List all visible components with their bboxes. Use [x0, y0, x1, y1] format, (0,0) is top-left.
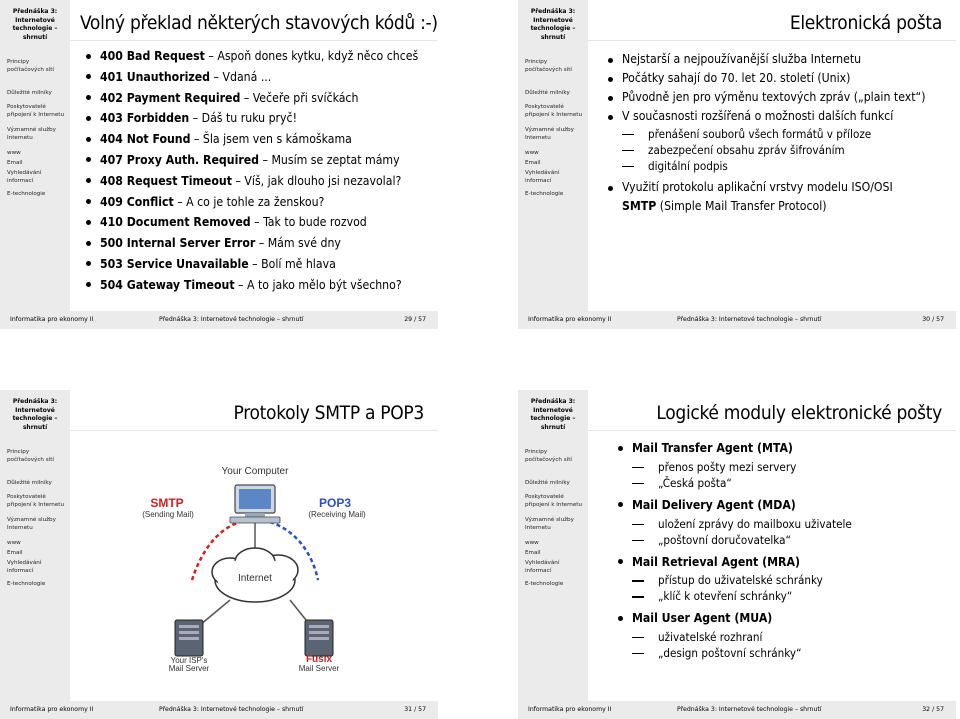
- sidebar-nav-item[interactable]: [525, 494, 587, 509]
- sidebar-title[interactable]: [518, 8, 588, 42]
- sidebar-title-line: technologie –: [12, 415, 58, 422]
- sidebar-nav-item-label: www: [7, 150, 21, 156]
- sidebar-nav-item[interactable]: [7, 150, 69, 158]
- slide-30: [518, 0, 956, 329]
- sub-list-item: [618, 459, 852, 475]
- item-text: V současnosti rozšířená o možnosti dalších funkcí: [622, 109, 894, 123]
- sub-list-item: [618, 516, 852, 532]
- sidebar-nav-item-label: Vyhledávání: [525, 560, 560, 566]
- bullet-marker: [608, 186, 613, 191]
- sidebar-nav-item-label: E-technologie: [7, 581, 46, 587]
- sidebar-nav-item[interactable]: [525, 127, 587, 142]
- bullet-marker: [618, 559, 623, 564]
- sidebar-nav-item-label: informací: [7, 177, 34, 184]
- sidebar-nav-item-label: Důležité milníky: [7, 90, 52, 96]
- footer: [518, 701, 956, 719]
- item-text: „klíč k otevření schránky“: [658, 589, 793, 604]
- list-item: [86, 46, 418, 67]
- item-term: 400 Bad Request: [100, 49, 205, 63]
- sidebar-title-line: technologie –: [530, 415, 576, 422]
- sidebar-title-line: shrnutí: [540, 33, 566, 41]
- sidebar-nav-item-label: počítačových sítí: [525, 66, 572, 73]
- title-divider: [70, 40, 438, 41]
- footer-course[interactable]: Informatika pro ekonomy II: [528, 316, 612, 323]
- item-text: – Víš, jak dlouho jsi nezavolal?: [231, 173, 402, 188]
- sidebar-nav-item[interactable]: [525, 150, 587, 158]
- slide-title: Logické moduly elektronické pošty: [656, 402, 942, 424]
- bullet-marker: [86, 157, 91, 162]
- sidebar-nav-item-label: E-technologie: [7, 191, 46, 197]
- sidebar-title-line: Internetové: [533, 16, 573, 24]
- list-item: [86, 88, 418, 109]
- bullet-marker: [86, 95, 91, 100]
- title-divider: [588, 430, 956, 431]
- sub-list-item: [608, 126, 925, 142]
- sidebar: [518, 390, 588, 701]
- footer-lecture[interactable]: Přednáška 3: Internetové technologie – shrnutí: [677, 316, 822, 323]
- isp-link: [200, 600, 230, 625]
- bullet-marker: [618, 446, 623, 451]
- sidebar-nav-item-label: informací: [525, 177, 552, 184]
- sidebar-title-line: Přednáška 3:: [530, 398, 576, 405]
- bullet-marker: [618, 502, 623, 507]
- list-item: [86, 233, 418, 254]
- dash-marker: [622, 150, 634, 151]
- bullet-marker: [86, 54, 91, 59]
- sidebar-title[interactable]: [0, 8, 70, 42]
- bullet-marker: [608, 96, 613, 101]
- bullet-marker: [86, 199, 91, 204]
- bullet-marker: [86, 282, 91, 287]
- item-term: 402 Payment Required: [100, 90, 241, 105]
- dash-marker: [632, 467, 644, 468]
- footer-lecture[interactable]: Přednáška 3: Internetové technologie – shrnutí: [159, 706, 304, 713]
- list-item: [608, 69, 925, 88]
- item-term: 403 Forbidden: [100, 111, 190, 126]
- item-text: Využití protokolu aplikační vrstvy modelu ISO/OSI: [622, 180, 893, 194]
- sidebar-nav-item-label: Důležité milníky: [525, 90, 570, 96]
- sidebar-nav-item-label: informací: [525, 567, 552, 574]
- sidebar-title-line: shrnutí: [22, 33, 48, 41]
- slide-title: Protokoly SMTP a POP3: [233, 402, 424, 424]
- diagram-lines: [130, 460, 380, 660]
- list-item: [618, 608, 852, 629]
- item-term: 407 Proxy Auth. Required: [100, 152, 260, 167]
- sidebar-nav-item-label: počítačových sítí: [7, 66, 54, 73]
- item-term: 503 Service Unavailable: [100, 256, 249, 271]
- sidebar-title-line: Internetové: [533, 406, 573, 414]
- sidebar-nav-item-label: Email: [7, 550, 23, 556]
- sidebar-nav-item-label: Vyhledávání: [7, 170, 42, 176]
- sidebar-title-line: Přednáška 3:: [530, 8, 576, 15]
- dash-marker: [622, 134, 634, 135]
- footer-course[interactable]: Informatika pro ekonomy II: [10, 316, 94, 323]
- sidebar-nav-item[interactable]: [525, 90, 587, 98]
- fusix-logo: Fusix Mail Server: [298, 654, 340, 673]
- bullet-marker: [618, 616, 623, 621]
- sidebar-nav-item-label: E-technologie: [525, 581, 564, 587]
- bullet-marker: [608, 77, 613, 82]
- list-item: [618, 552, 852, 573]
- dash-marker: [632, 653, 644, 654]
- sidebar-nav-item-label: Principy: [525, 449, 548, 455]
- dash-marker: [622, 166, 634, 167]
- sidebar-nav-item[interactable]: [525, 550, 587, 558]
- list-item: [86, 171, 418, 192]
- sidebar-nav-item-label: připojení k Internetu: [7, 501, 65, 508]
- sidebar-nav-item[interactable]: [7, 581, 69, 589]
- sidebar-nav-item-label: Významné služby: [525, 127, 574, 133]
- list-item: [86, 108, 418, 129]
- item-text: – Musím se zeptat mámy: [259, 152, 400, 167]
- list-item: [86, 150, 418, 171]
- item-text: uložení zprávy do mailboxu uživatele: [658, 516, 852, 531]
- list-item: [608, 50, 925, 69]
- sidebar-nav-item[interactable]: [525, 480, 587, 488]
- item-term: 404 Not Found: [100, 132, 191, 147]
- item-text: – Tak to bude rozvod: [250, 215, 367, 230]
- list-item: [86, 254, 418, 275]
- sidebar-nav-item-label: Email: [525, 160, 541, 166]
- slide-32: [518, 390, 956, 719]
- sub-list-item: [618, 532, 852, 548]
- sidebar-nav-item[interactable]: [525, 517, 587, 532]
- footer: [0, 701, 438, 719]
- sidebar-nav-item[interactable]: [7, 170, 69, 185]
- item-term: Mail Transfer Agent (MTA): [632, 441, 793, 455]
- item-text: – Dáš tu ruku pryč!: [189, 111, 297, 126]
- smtp-label: SMTP: [150, 496, 184, 510]
- sidebar-nav-item-label: Poskytovatelé: [525, 494, 564, 500]
- sidebar-nav-item-label: připojení k Internetu: [525, 501, 583, 508]
- item-text: – Šla jsem ven s kámoškama: [190, 132, 352, 147]
- item-text: přenášení souborů všech formátů v příloze: [648, 127, 872, 141]
- sidebar-title-line: technologie –: [530, 25, 576, 32]
- list-item: [86, 67, 418, 88]
- sidebar: [0, 0, 70, 311]
- slide-29: [0, 0, 438, 329]
- sidebar-nav-item-label: Principy: [7, 59, 30, 65]
- dash-marker: [632, 540, 644, 541]
- list-item: [618, 438, 852, 459]
- footer: [0, 311, 438, 329]
- footer-course[interactable]: Informatika pro ekonomy II: [528, 706, 612, 713]
- slide-31: [0, 390, 438, 719]
- sidebar-nav-item-label: Internetu: [525, 134, 551, 141]
- item-text: – A to jako mělo být všechno?: [234, 277, 402, 292]
- dash-marker: [632, 524, 644, 525]
- fusix-server-icon: [305, 620, 333, 656]
- sidebar-nav-item-label: Významné služby: [525, 517, 574, 523]
- status-code-list: [86, 46, 418, 296]
- item-text: „design poštovní schránky“: [658, 646, 802, 661]
- bullet-marker: [608, 58, 613, 63]
- item-text: přenos pošty mezi servery: [658, 459, 797, 474]
- sidebar-nav-item-label: počítačových sítí: [525, 456, 572, 463]
- sidebar-nav-item[interactable]: [7, 550, 69, 558]
- sidebar-title[interactable]: [518, 398, 588, 432]
- sidebar-nav-item[interactable]: [525, 560, 587, 575]
- sidebar-nav-item-label: Vyhledávání: [525, 170, 560, 176]
- item-text: Nejstarší a nejpoužívanější služba Internetu: [622, 52, 862, 66]
- smtp-pop3-diagram: [130, 460, 380, 673]
- sidebar-nav-item[interactable]: [7, 449, 69, 464]
- item-text: Původně jen pro výměnu textových zpráv („plain text“): [622, 90, 926, 104]
- list-item: [608, 178, 925, 197]
- sidebar-nav-item[interactable]: [7, 90, 69, 98]
- smtp-sub-label: (Sending Mail): [142, 510, 194, 519]
- footer-course[interactable]: Informatika pro ekonomy II: [10, 706, 94, 713]
- sidebar-nav-item-label: Významné služby: [7, 127, 56, 133]
- isp-label: Your ISP's Mail Server: [168, 656, 210, 673]
- list-item: [608, 107, 925, 126]
- bullet-marker: [86, 261, 91, 266]
- sidebar: [518, 0, 588, 311]
- item-term: 504 Gateway Timeout: [100, 277, 235, 292]
- item-text: uživatelské rozhraní: [658, 630, 763, 645]
- sidebar-nav-item-label: www: [525, 150, 539, 156]
- sidebar-title-line: technologie –: [12, 25, 58, 32]
- sub-list-item: [608, 142, 925, 158]
- sidebar-nav-item-label: Principy: [7, 449, 30, 455]
- item-text: Počátky sahají do 70. let 20. století (Unix): [622, 71, 851, 85]
- sidebar-nav-item-label: www: [7, 540, 21, 546]
- title-divider: [588, 40, 956, 41]
- item-term: 401 Unauthorized: [100, 69, 211, 84]
- sidebar-nav-item-label: připojení k Internetu: [7, 111, 65, 118]
- item-term: 410 Document Removed: [100, 215, 251, 230]
- sidebar-nav-item[interactable]: [7, 59, 69, 74]
- footer-lecture[interactable]: Přednáška 3: Internetové technologie – shrnutí: [159, 316, 304, 323]
- item-term: Mail Delivery Agent (MDA): [632, 497, 796, 512]
- sidebar-nav-item-label: Významné služby: [7, 517, 56, 523]
- sidebar-title-line: Internetové: [15, 16, 55, 24]
- sidebar-nav-item[interactable]: [7, 540, 69, 548]
- sidebar-nav-item-label: Internetu: [7, 524, 33, 531]
- sidebar: [0, 390, 70, 701]
- sidebar-title-line: shrnutí: [22, 423, 48, 431]
- dash-marker: [632, 596, 644, 597]
- slide-title: Elektronická pošta: [789, 12, 942, 34]
- item-term: SMTP: [622, 199, 657, 213]
- item-term: Mail User Agent (MUA): [632, 611, 773, 626]
- sidebar-nav-item-label: Důležité milníky: [525, 480, 570, 486]
- sidebar-nav-item-label: připojení k Internetu: [525, 111, 583, 118]
- item-text: přístup do uživatelské schránky: [658, 573, 823, 588]
- mail-agents-list: [618, 438, 852, 661]
- footer-page-number: 32 / 57: [922, 706, 944, 713]
- list-item: [86, 129, 418, 150]
- sidebar-nav-item-label: Email: [525, 550, 541, 556]
- item-term: 409 Conflict: [100, 194, 174, 209]
- sidebar-title-line: Přednáška 3:: [12, 8, 58, 15]
- sidebar-nav-item-label: Internetu: [525, 524, 551, 531]
- sidebar-nav-item-label: Email: [7, 160, 23, 166]
- email-list: [608, 50, 925, 216]
- bullet-marker: [86, 74, 91, 79]
- footer: [518, 311, 956, 329]
- bullet-marker: [608, 115, 613, 120]
- footer-lecture[interactable]: Přednáška 3: Internetové technologie – shrnutí: [677, 706, 822, 713]
- sidebar-nav-item[interactable]: [525, 59, 587, 74]
- item-term: 408 Request Timeout: [100, 173, 232, 188]
- sidebar-nav-item-label: informací: [7, 567, 34, 574]
- sidebar-nav-item-label: Důležité milníky: [7, 480, 52, 486]
- list-item: [86, 275, 418, 296]
- sidebar-nav-item-label: počítačových sítí: [7, 456, 54, 463]
- item-text: – Aspoň dones kytku, když něco chceš: [204, 49, 419, 63]
- bullet-marker: [86, 241, 91, 246]
- list-item: [608, 88, 925, 107]
- item-text: – Večeře při svíčkách: [240, 90, 359, 105]
- pop3-sub-label: (Receiving Mail): [308, 510, 366, 519]
- sidebar-nav-item-label: Vyhledávání: [7, 560, 42, 566]
- sub-list-item: [618, 629, 852, 645]
- sidebar-nav-item-label: Internetu: [7, 134, 33, 141]
- sidebar-nav-item[interactable]: [525, 170, 587, 185]
- pop3-label: POP3: [318, 496, 351, 510]
- footer-page-number: 31 / 57: [404, 706, 426, 713]
- sidebar-nav-item-label: Principy: [525, 59, 548, 65]
- sidebar-nav-item-label: Poskytovatelé: [7, 494, 46, 500]
- footer-page-number: 30 / 57: [922, 316, 944, 323]
- footer-page-number: 29 / 57: [404, 316, 426, 323]
- internet-label: Internet: [238, 573, 272, 584]
- sidebar-nav-item[interactable]: [525, 104, 587, 119]
- sidebar-nav-item[interactable]: [525, 191, 587, 199]
- dash-marker: [632, 580, 644, 581]
- sidebar-nav-item-label: Poskytovatelé: [525, 104, 564, 110]
- sidebar-nav-item[interactable]: [7, 104, 69, 119]
- isp-server-icon: [175, 620, 203, 656]
- sidebar-nav-item[interactable]: [525, 540, 587, 548]
- sidebar-nav-item-label: www: [525, 540, 539, 546]
- your-computer-label: Your Computer: [221, 466, 289, 477]
- sidebar-nav-item[interactable]: [7, 480, 69, 488]
- computer-icon: [230, 485, 280, 523]
- sidebar-title-line: Přednáška 3:: [12, 398, 58, 405]
- sidebar-nav-item[interactable]: [7, 560, 69, 575]
- bullet-marker: [86, 178, 91, 183]
- sidebar-nav-item[interactable]: [7, 494, 69, 509]
- sidebar-nav-item-label: E-technologie: [525, 191, 564, 197]
- title-divider: [70, 430, 438, 431]
- item-text: (Simple Mail Transfer Protocol): [656, 199, 827, 213]
- sidebar-nav-item[interactable]: [525, 581, 587, 589]
- bullet-marker: [86, 220, 91, 225]
- sub-list-item: [618, 475, 852, 491]
- sidebar-title-line: shrnutí: [540, 423, 566, 431]
- sidebar-nav-item[interactable]: [7, 517, 69, 532]
- slide-title: Volný překlad některých stavových kódů :-): [80, 12, 438, 34]
- item-text: zabezpečení obsahu zpráv šifrováním: [648, 143, 845, 157]
- sub-list-item: [618, 572, 852, 588]
- sidebar-nav-item[interactable]: [7, 127, 69, 142]
- sub-list-item: [608, 158, 925, 174]
- item-text: – Mám své dny: [255, 236, 341, 251]
- item-text: – A co je tohle za ženskou?: [173, 194, 325, 209]
- item-text: – Bolí mě hlava: [248, 256, 336, 271]
- sub-list-item: [618, 588, 852, 604]
- sidebar-nav-item[interactable]: [525, 160, 587, 168]
- sub-list-item: [618, 645, 852, 661]
- dash-marker: [632, 483, 644, 484]
- item-term: 500 Internal Server Error: [100, 236, 256, 251]
- sidebar-nav-item[interactable]: [7, 160, 69, 168]
- sidebar-nav-item[interactable]: [7, 191, 69, 199]
- list-item: [608, 197, 925, 216]
- sidebar-nav-item-label: Poskytovatelé: [7, 104, 46, 110]
- item-text: „poštovní doručovatelka“: [658, 532, 791, 547]
- bullet-marker: [86, 116, 91, 121]
- list-item: [86, 212, 418, 233]
- item-text: digitální podpis: [648, 159, 728, 173]
- dash-marker: [632, 637, 644, 638]
- list-item: [86, 192, 418, 213]
- item-term: Mail Retrieval Agent (MRA): [632, 554, 800, 569]
- item-text: – Vdaná ...: [210, 69, 272, 84]
- list-item: [618, 495, 852, 516]
- item-text: „Česká pošta“: [658, 475, 732, 490]
- bullet-marker: [86, 137, 91, 142]
- sidebar-title-line: Internetové: [15, 406, 55, 414]
- sidebar-nav-item[interactable]: [525, 449, 587, 464]
- sidebar-title[interactable]: [0, 398, 70, 432]
